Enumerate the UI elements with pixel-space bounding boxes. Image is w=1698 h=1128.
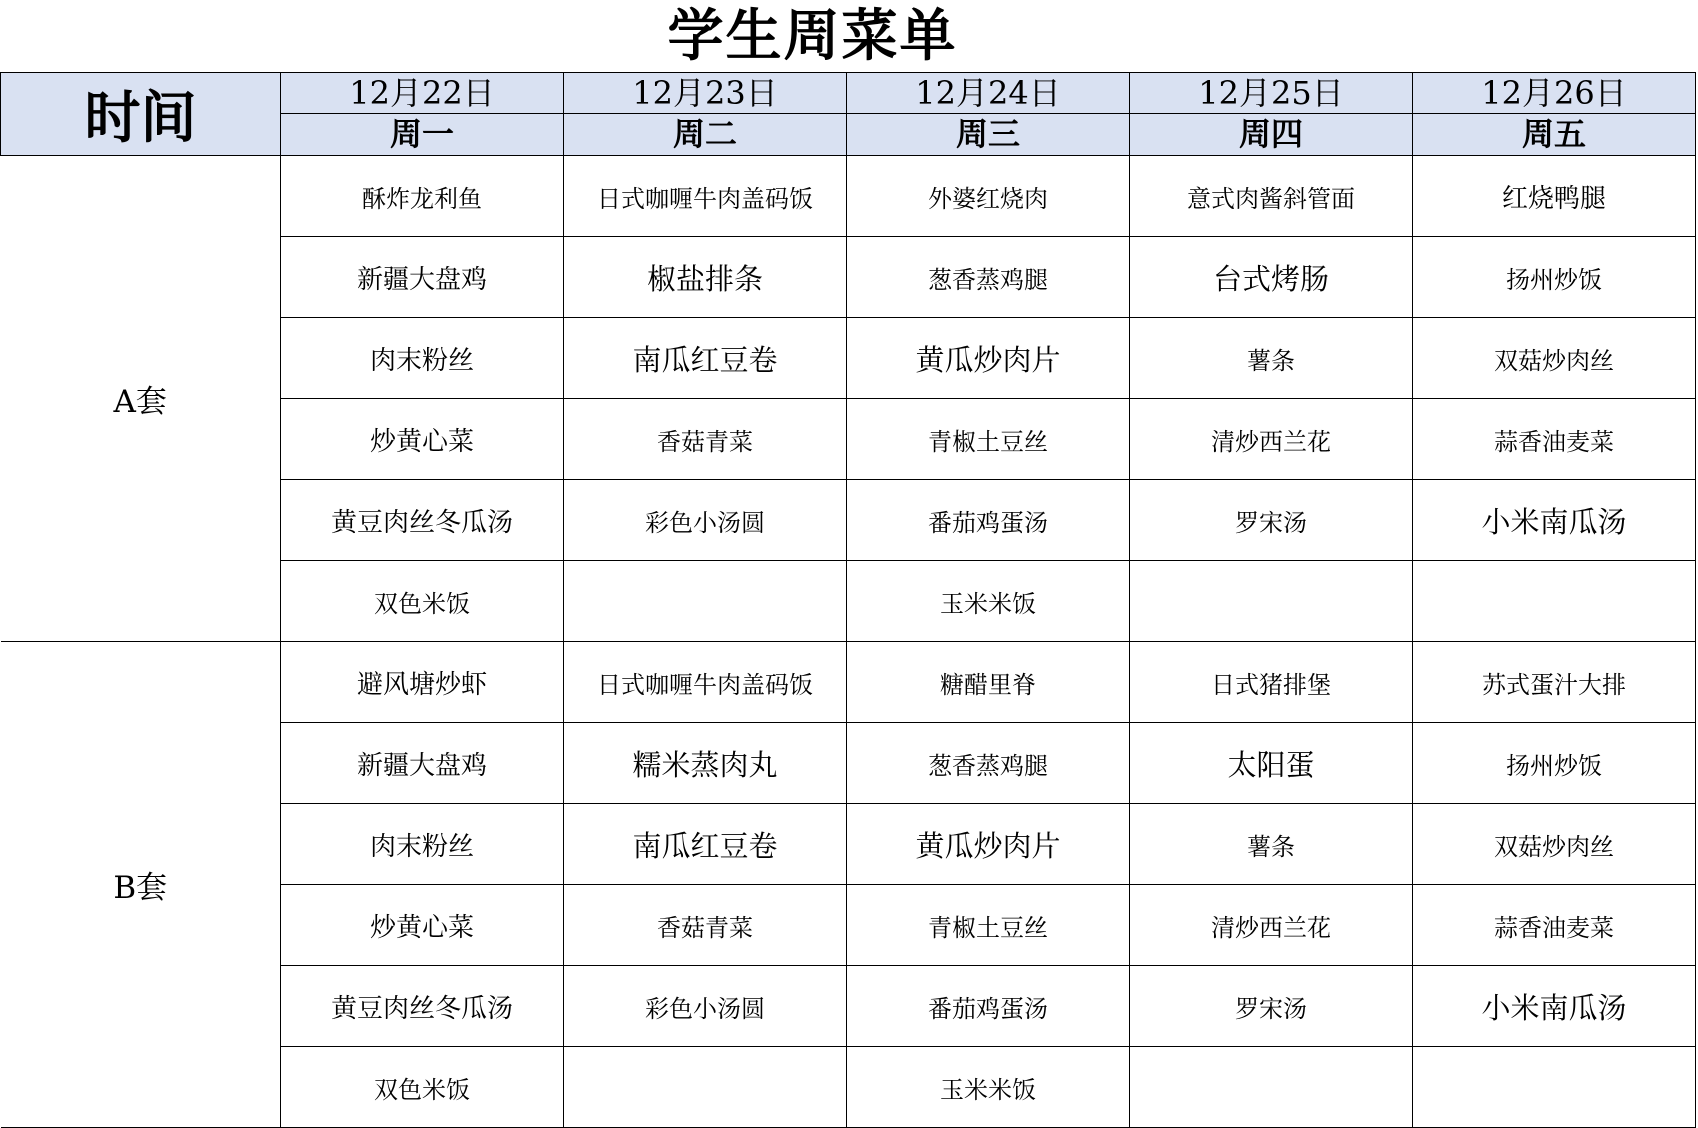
- dish-cell: 彩色小汤圆: [564, 966, 847, 1047]
- set-label: A套: [1, 156, 281, 642]
- dish-cell: 青椒土豆丝: [847, 885, 1130, 966]
- menu-table: [0, 72, 1696, 1128]
- dish-cell: [564, 561, 847, 642]
- dish-cell: 南瓜红豆卷: [564, 318, 847, 399]
- dish-cell: 炒黄心菜: [281, 885, 564, 966]
- weekday-header: 周四: [1130, 114, 1413, 156]
- dish-cell: 避风塘炒虾: [281, 642, 564, 723]
- dish-cell: 薯条: [1130, 318, 1413, 399]
- weekday-header: 周二: [564, 114, 847, 156]
- dish-cell: 香菇青菜: [564, 885, 847, 966]
- dish-cell: [1413, 561, 1696, 642]
- dish-cell: 日式猪排堡: [1130, 642, 1413, 723]
- date-header: 12月22日: [281, 73, 564, 114]
- dish-cell: [1130, 561, 1413, 642]
- dish-cell: [1413, 1047, 1696, 1128]
- dish-cell: 苏式蛋汁大排: [1413, 642, 1696, 723]
- dish-cell: 香菇青菜: [564, 399, 847, 480]
- dish-cell: 番茄鸡蛋汤: [847, 966, 1130, 1047]
- dish-cell: [564, 1047, 847, 1128]
- dish-cell: 小米南瓜汤: [1413, 966, 1696, 1047]
- dish-cell: [1130, 1047, 1413, 1128]
- dish-cell: 青椒土豆丝: [847, 399, 1130, 480]
- dish-cell: 黄瓜炒肉片: [847, 804, 1130, 885]
- dish-cell: 彩色小汤圆: [564, 480, 847, 561]
- dish-cell: 双色米饭: [281, 561, 564, 642]
- dish-cell: 肉末粉丝: [281, 804, 564, 885]
- dish-cell: 糯米蒸肉丸: [564, 723, 847, 804]
- dish-cell: 扬州炒饭: [1413, 237, 1696, 318]
- dish-cell: 红烧鸭腿: [1413, 156, 1696, 237]
- dish-cell: 黄豆肉丝冬瓜汤: [281, 480, 564, 561]
- dish-cell: 番茄鸡蛋汤: [847, 480, 1130, 561]
- dish-cell: 南瓜红豆卷: [564, 804, 847, 885]
- dish-cell: 玉米米饭: [847, 561, 1130, 642]
- page-title: 学生周菜单: [667, 3, 958, 69]
- dish-cell: 玉米米饭: [847, 1047, 1130, 1128]
- dish-cell: 椒盐排条: [564, 237, 847, 318]
- dish-cell: 新疆大盘鸡: [281, 723, 564, 804]
- dish-cell: 罗宋汤: [1130, 480, 1413, 561]
- dish-cell: 黄豆肉丝冬瓜汤: [281, 966, 564, 1047]
- dish-cell: 薯条: [1130, 804, 1413, 885]
- date-header: 12月24日: [847, 73, 1130, 114]
- date-header: 12月25日: [1130, 73, 1413, 114]
- dish-cell: 日式咖喱牛肉盖码饭: [564, 156, 847, 237]
- date-header: 12月23日: [564, 73, 847, 114]
- date-row: [1, 73, 1696, 114]
- dish-cell: 新疆大盘鸡: [281, 237, 564, 318]
- date-header: 12月26日: [1413, 73, 1696, 114]
- time-header: 时间: [1, 73, 281, 156]
- dish-cell: 意式肉酱斜管面: [1130, 156, 1413, 237]
- dish-cell: 蒜香油麦菜: [1413, 399, 1696, 480]
- dish-cell: 台式烤肠: [1130, 237, 1413, 318]
- dish-cell: 酥炸龙利鱼: [281, 156, 564, 237]
- dish-cell: 双色米饭: [281, 1047, 564, 1128]
- dish-cell: 葱香蒸鸡腿: [847, 237, 1130, 318]
- dish-cell: 糖醋里脊: [847, 642, 1130, 723]
- dish-cell: 葱香蒸鸡腿: [847, 723, 1130, 804]
- dish-cell: 清炒西兰花: [1130, 399, 1413, 480]
- dish-cell: 炒黄心菜: [281, 399, 564, 480]
- dish-cell: 肉末粉丝: [281, 318, 564, 399]
- dish-cell: 日式咖喱牛肉盖码饭: [564, 642, 847, 723]
- dish-cell: 外婆红烧肉: [847, 156, 1130, 237]
- set-label: B套: [1, 642, 281, 1128]
- menu-row: [1, 642, 1696, 723]
- dish-cell: 小米南瓜汤: [1413, 480, 1696, 561]
- dish-cell: 双菇炒肉丝: [1413, 804, 1696, 885]
- weekday-header: 周三: [847, 114, 1130, 156]
- dish-cell: 太阳蛋: [1130, 723, 1413, 804]
- dish-cell: 黄瓜炒肉片: [847, 318, 1130, 399]
- dish-cell: 双菇炒肉丝: [1413, 318, 1696, 399]
- weekday-header: 周一: [281, 114, 564, 156]
- weekday-header: 周五: [1413, 114, 1696, 156]
- menu-row: [1, 156, 1696, 237]
- dish-cell: 清炒西兰花: [1130, 885, 1413, 966]
- dish-cell: 罗宋汤: [1130, 966, 1413, 1047]
- dish-cell: 蒜香油麦菜: [1413, 885, 1696, 966]
- dish-cell: 扬州炒饭: [1413, 723, 1696, 804]
